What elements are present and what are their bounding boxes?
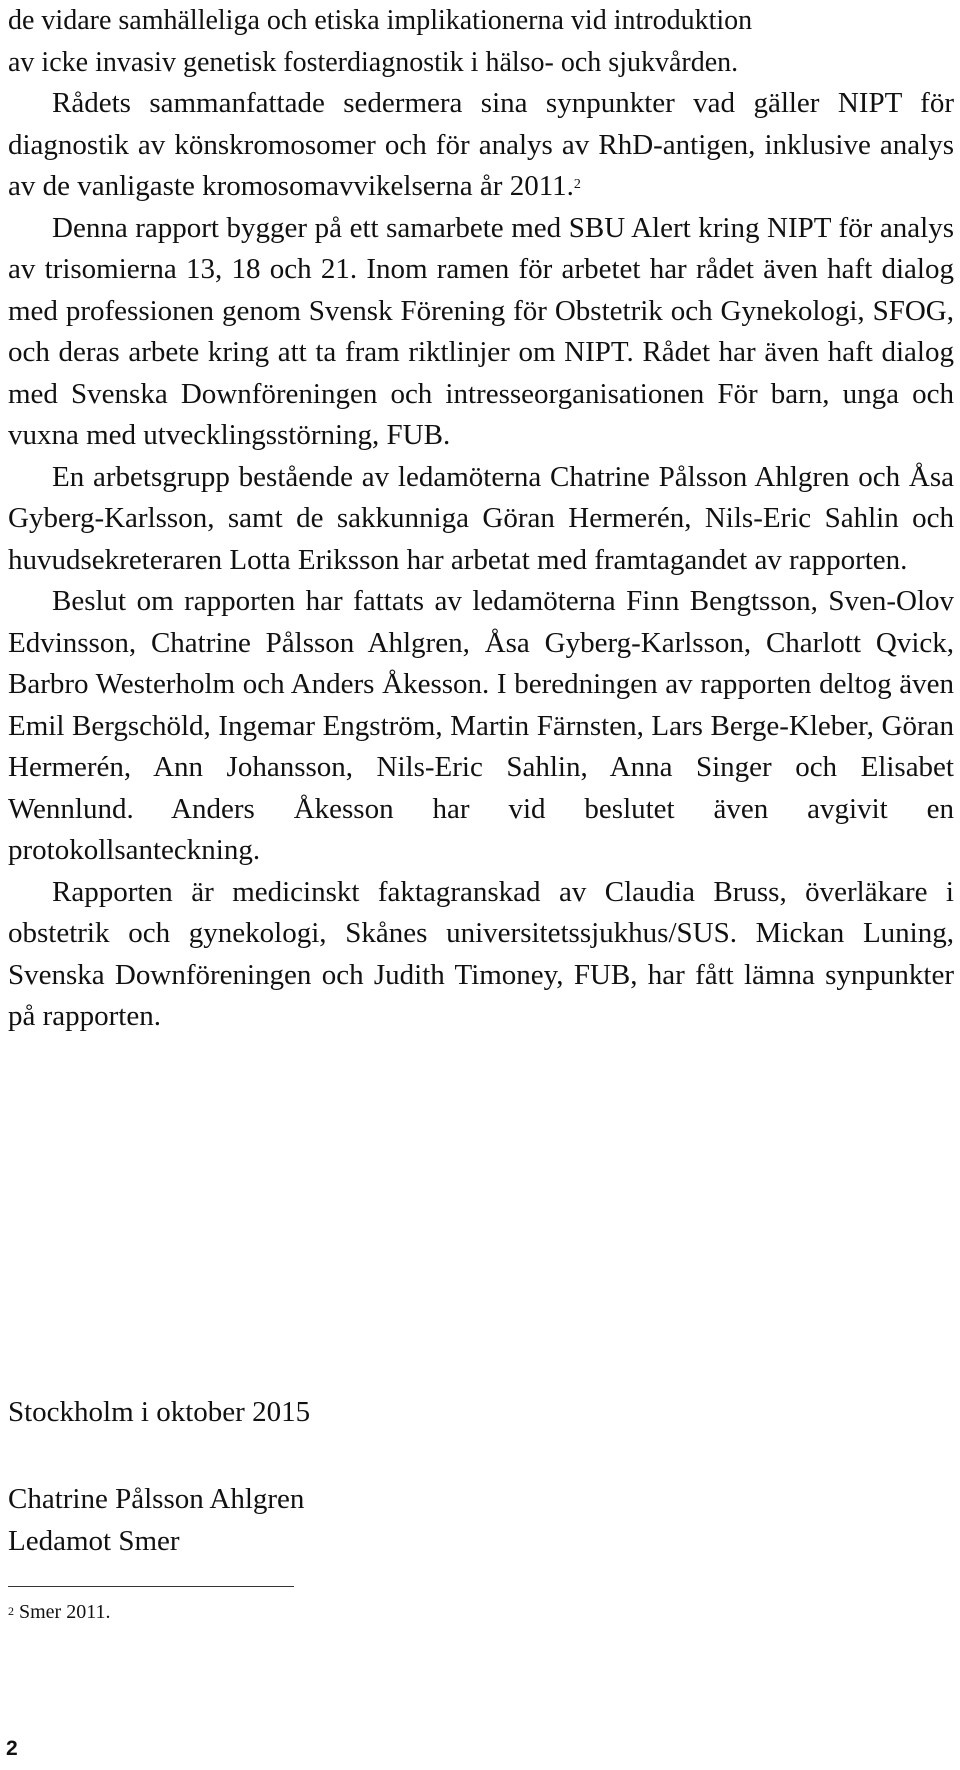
footnote-reference: 2 [573, 177, 581, 192]
signature-block [8, 1478, 304, 1562]
footnote-number: 2 [8, 1604, 14, 1618]
opening-line-1: de vidare samhälleliga och etiska implikationerna vid introduktion [8, 5, 753, 36]
footnote [8, 1600, 110, 1624]
document-page [8, 0, 954, 1038]
footnote-divider [8, 1586, 294, 1587]
paragraph-report-basis: Denna rapport bygger på ett samarbete med SBU Alert kring NIPT för analys av trisomierna 13, 18 och 21. Inom ramen för arbetet har rådet även haft dialog med professionen genom Svensk Förening för Obstetrik och Gynekologi, SFOG, och deras arbete kring att ta fram riktlinjer om NIPT. Rådet har även haft dialog med Svenska Downföreningen och intresseorganisationen För barn, unga och vuxna med utvecklingsstörning, FUB. [8, 211, 954, 451]
footnote-text: Smer 2011. [14, 1601, 111, 1623]
signatory-title: Ledamot Smer [8, 1525, 180, 1557]
page-number: 2 [6, 1737, 18, 1760]
opening-line-2: av icke invasiv genetisk fosterdiagnostik i hälso- och sjukvården. [8, 46, 739, 78]
signatory-name: Chatrine Pålsson Ahlgren [8, 1483, 305, 1515]
paragraph-working-group: En arbetsgrupp bestående av ledamöterna Chatrine Pålsson Ahlgren och Åsa Gyberg-Karlsson, samt de sakkunniga Göran Hermerén, Nils-Eric Sahlin och huvudsekreteraren Lotta Eriksson har arbetat med framtagandet av rapporten. [8, 460, 954, 576]
paragraph-council-summary-text: Rådets sammanfattade sedermera sina synpunkter vad gäller NIPT för diagnostik av könskromosomer och för analys av RhD-antigen, inklusive analys av de vanligaste kromosomavvikelserna år 2011. [8, 87, 954, 202]
place-and-date: Stockholm i oktober 2015 [8, 1396, 311, 1428]
paragraph-decision: Beslut om rapporten har fattats av ledamöterna Finn Bengtsson, Sven-Olov Edvinsson, Chatrine Pålsson Ahlgren, Åsa Gyberg-Karlsson, Charlott Qvick, Barbro Westerholm och Anders Åkesson. I beredningen av rapporten deltog även Emil Bergschöld, Ingemar Engström, Martin Färnsten, Lars Berge-Kleber, Göran Hermerén, Ann Johansson, Nils-Eric Sahlin, Anna Singer och Elisabet Wennlund. Anders Åkesson har vid beslutet även avgivit en protokollsanteckning. [8, 585, 954, 866]
paragraph-council-summary [8, 83, 954, 208]
paragraph-fact-review: Rapporten är medicinskt faktagranskad av Claudia Bruss, överläkare i obstetrik och gynekologi, Skånes universitetssjukhus/SUS. Mickan Luning, Svenska Downföreningen och Judith Timoney, FUB, har fått lämna synpunkter på rapporten. [8, 875, 954, 1032]
